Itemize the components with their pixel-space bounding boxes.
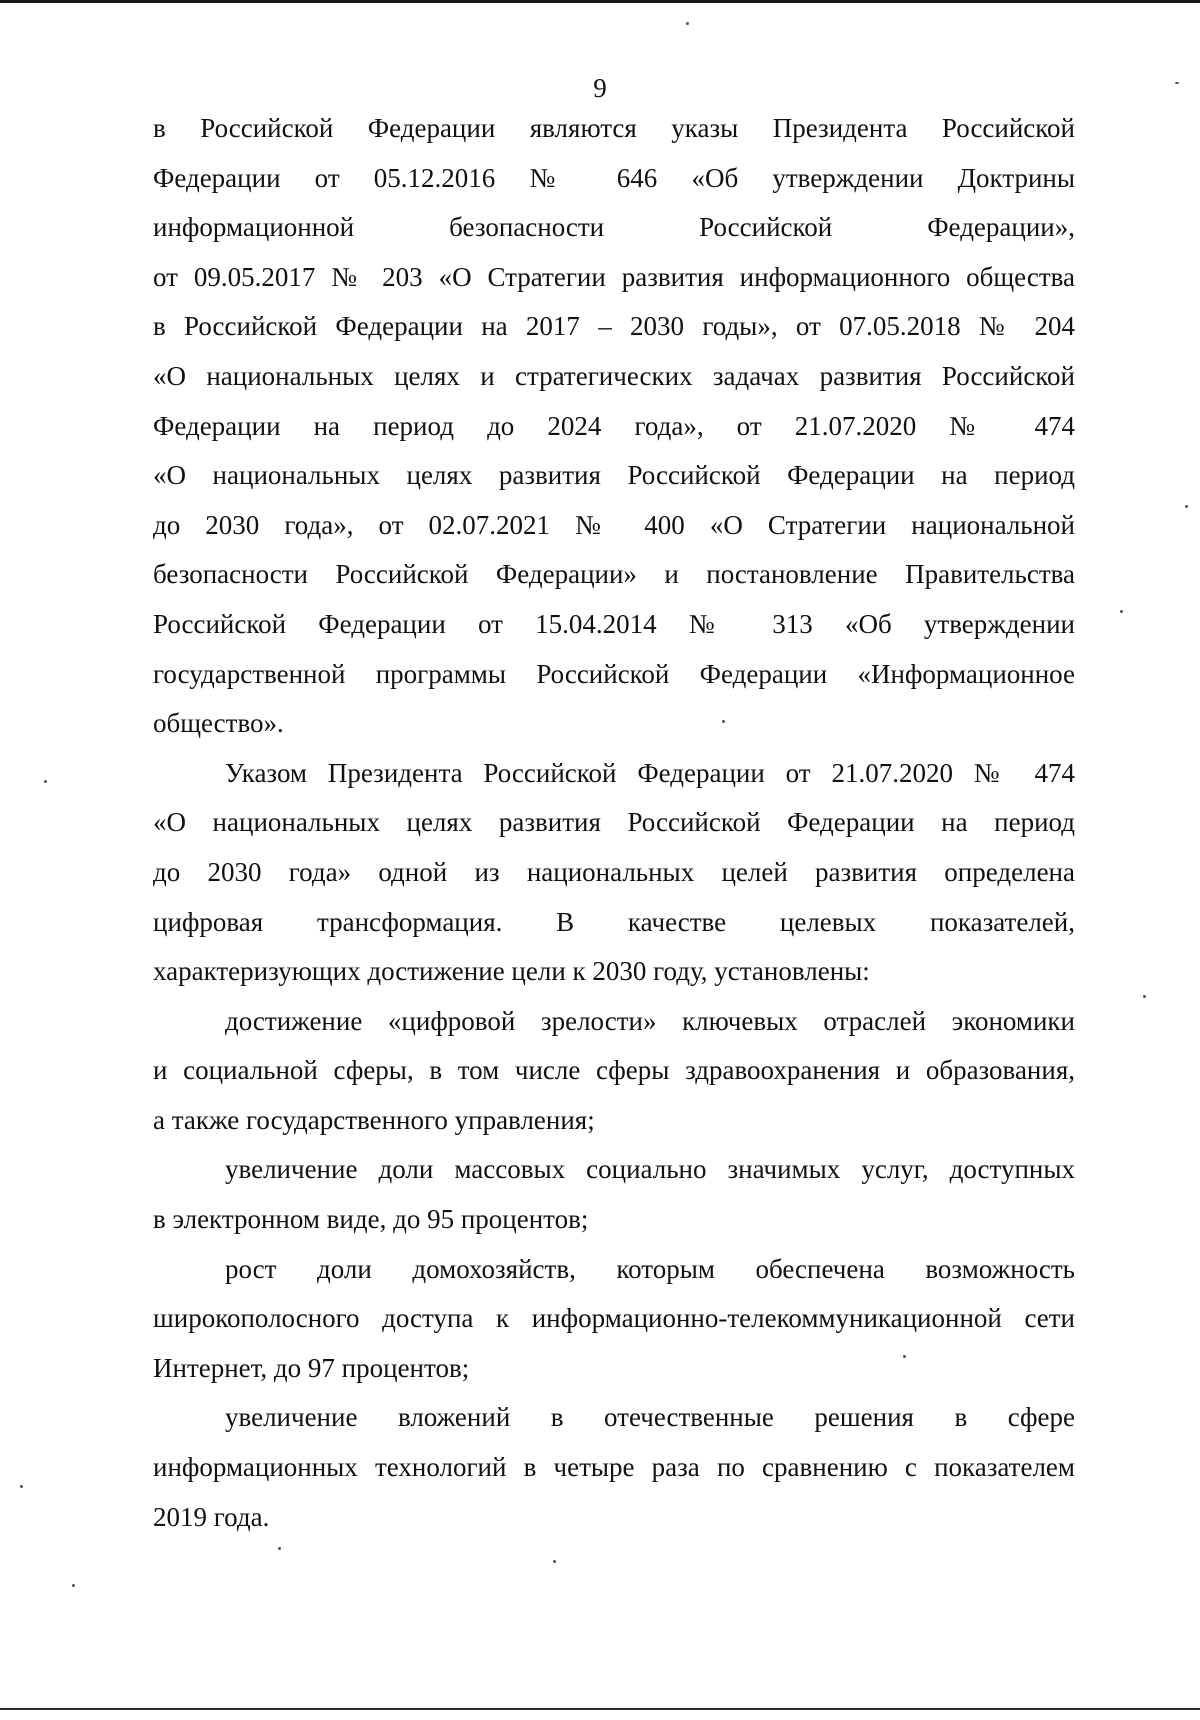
text-line: до 2030 года» одной из национальных целей развития определена [153,856,1075,887]
page-number: 9 [593,73,607,103]
scan-speck [1120,610,1123,613]
text-line: «О национальных целях развития Российской Федерации на период [153,807,1075,838]
scan-speck [722,720,725,723]
text-line: достижение «цифровой зрелости» ключевых отраслей экономики [225,1005,1075,1036]
text-line: в электронном виде, до 95 процентов; [153,1204,589,1235]
text-line: и социальной сферы, в том числе сферы здравоохранения и образования, [153,1055,1075,1086]
text-line: Федерации от 05.12.2016 № 646 «Об утверждении Доктрины [153,162,1075,193]
text-line: в Российской Федерации на 2017 – 2030 годы», от 07.05.2018 № 204 [153,311,1075,342]
scan-speck [44,780,47,783]
scan-speck [553,1560,556,1563]
paragraph [153,1245,1075,1394]
paragraph [153,104,1075,749]
paragraph [153,1145,1075,1244]
scan-speck [1143,995,1146,998]
text-line: «О национальных целях и стратегических задачах развития Российской [153,360,1075,391]
text-line: общество». [153,708,284,739]
paragraph [153,1393,1075,1542]
text-line: государственной программы Российской Федерации «Информационное [153,658,1075,689]
text-line: Федерации на период до 2024 года», от 21.07.2020 № 474 [153,410,1075,441]
document-body [153,104,1075,1542]
scan-speck [903,1355,906,1358]
text-line: цифровая трансформация. В качестве целевых показателей, [153,906,1075,937]
scan-speck [20,1485,23,1488]
text-line: до 2030 года», от 02.07.2021 № 400 «О Стратегии национальной [153,509,1075,540]
paragraph [153,997,1075,1146]
text-line: безопасности Российской Федерации» и постановление Правительства [153,559,1075,590]
text-line: 2019 года. [153,1501,270,1532]
paragraph [153,749,1075,997]
text-line: увеличение вложений в отечественные решения в сфере [225,1402,1075,1433]
scan-bottom-edge [0,1708,1200,1710]
text-line: «О национальных целях развития Российской Федерации на период [153,460,1075,491]
scan-top-edge [0,0,1200,3]
text-line: характеризующих достижение цели к 2030 году, установлены: [153,956,870,987]
scan-speck [1185,505,1188,508]
text-line: Российской Федерации от 15.04.2014 № 313 «Об утверждении [153,608,1075,639]
text-line: Указом Президента Российской Федерации от 21.07.2020 № 474 [225,757,1075,788]
text-line: информационной безопасности Российской Федерации», [153,212,1075,243]
text-line: информационных технологий в четыре раза по сравнению с показателем [153,1452,1075,1483]
text-line: в Российской Федерации являются указы Президента Российской [153,113,1075,143]
scan-speck [278,1547,281,1550]
text-line: широкополосного доступа к информационно-телекоммуникационной сети [153,1303,1075,1334]
text-line: от 09.05.2017 № 203 «О Стратегии развития информационного общества [153,261,1075,292]
text-line: рост доли домохозяйств, которым обеспечена возможность [225,1253,1075,1284]
scan-speck [686,22,689,25]
scan-speck [72,1584,75,1587]
text-line: увеличение доли массовых социально значимых услуг, доступных [225,1154,1075,1185]
scan-speck [1175,82,1179,84]
text-line: а также государственного управления; [153,1104,595,1135]
text-line: Интернет, до 97 процентов; [153,1352,470,1383]
